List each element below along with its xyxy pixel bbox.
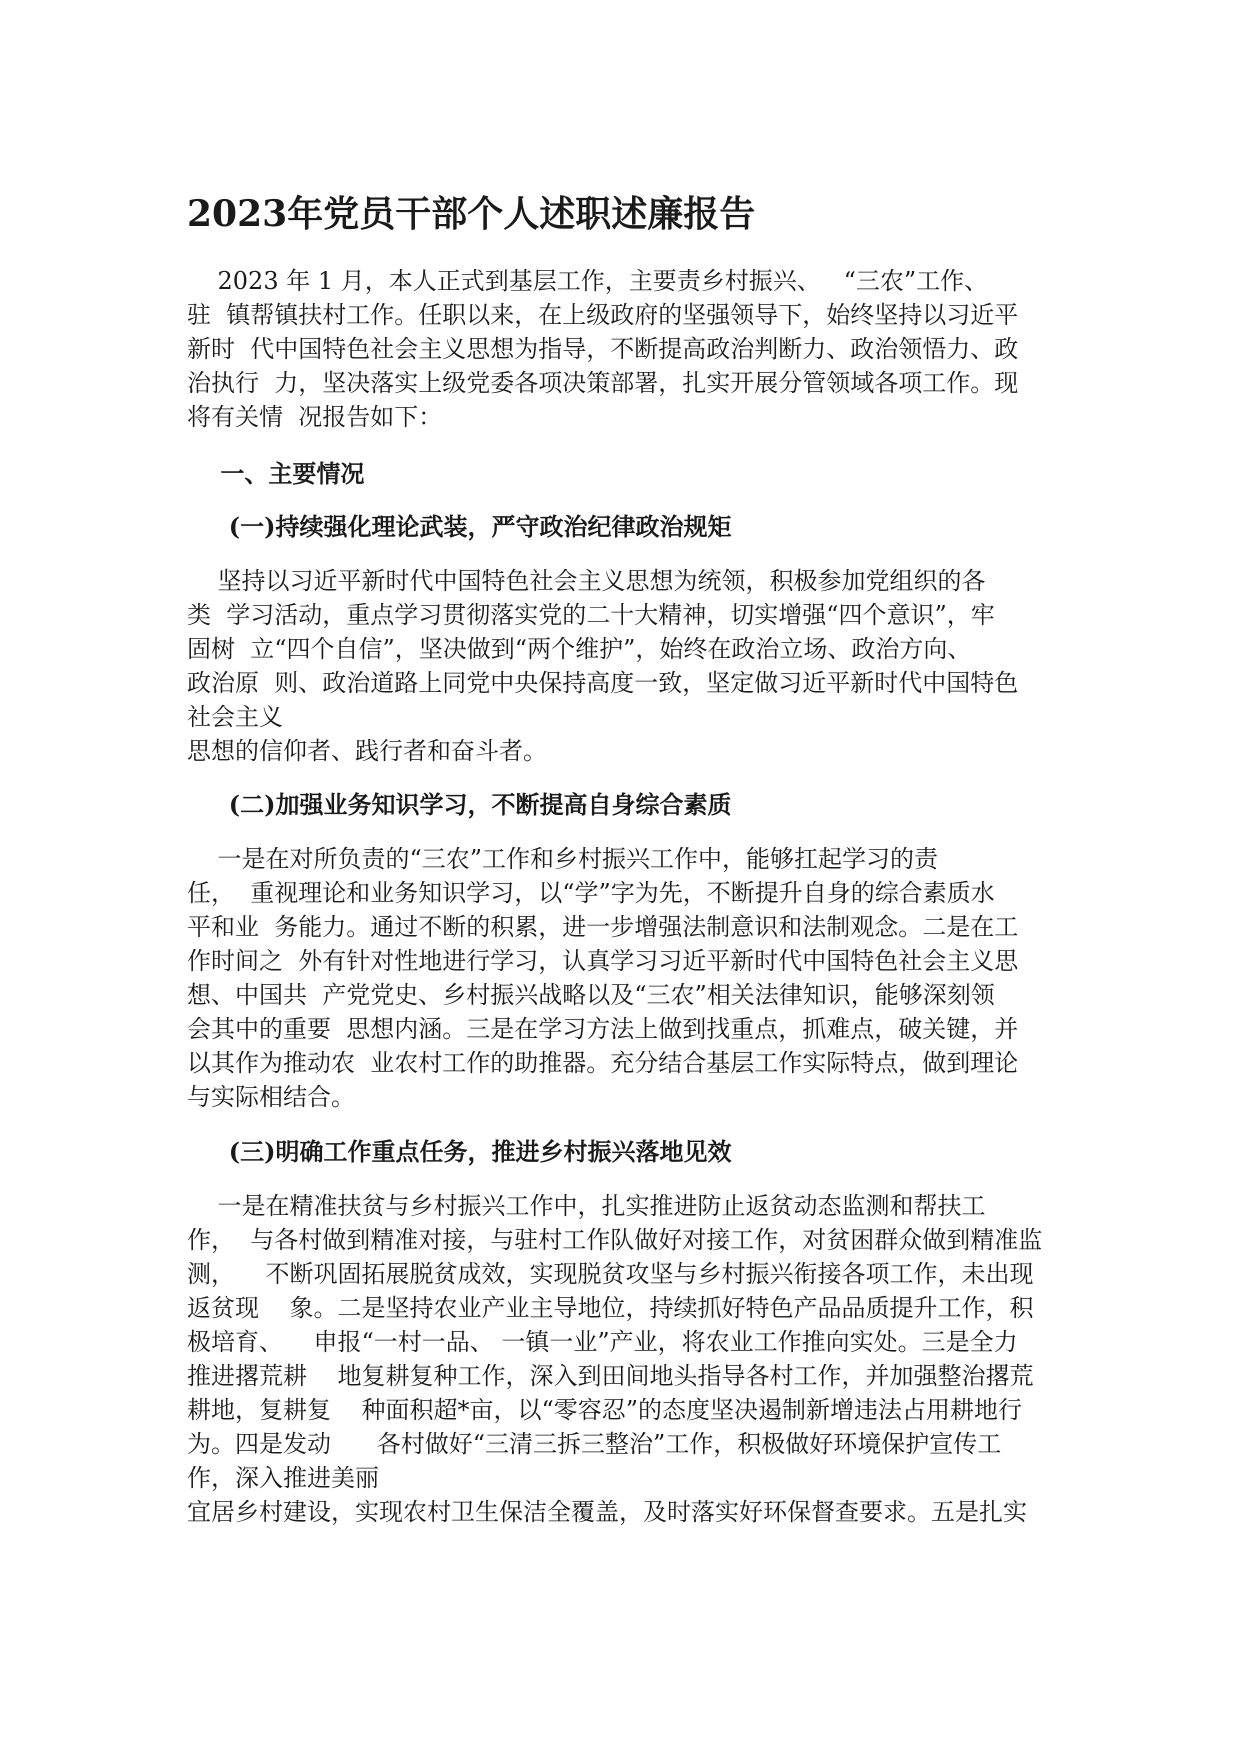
body-text-line: 以其作为推动农 业农村工作的助推器。充分结合基层工作实际特点，做到理论 (187, 1049, 1019, 1077)
body-text-line: 将有关情 况报告如下： (187, 403, 443, 431)
body-text-line: 一是在精准扶贫与乡村振兴工作中，扎实推进防止返贫动态监测和帮扶工 (187, 1192, 986, 1220)
body-text-line: 一是在对所负责的“三农”工作和乡村振兴工作中，能够扛起学习的责 (187, 845, 939, 873)
body-text-line: 坚持以习近平新时代中国特色社会主义思想为统领，积极参加党组织的各 (187, 567, 986, 595)
body-text-line: 推进撂荒耕 地复耕复种工作，深入到田间地头指导各村工作，并加强整治撂荒 (187, 1362, 1034, 1390)
body-text-line: 社会主义 (187, 703, 283, 731)
body-text-line: 类 学习活动，重点学习贯彻落实党的二十大精神，切实增强“四个意识”，牢 (187, 601, 995, 629)
document-title: 2023年党员干部个人述职述廉报告 (187, 193, 756, 235)
body-text-line: 政治原 则、政治道路上同党中央保持高度一致，坚定做习近平新时代中国特色 (187, 669, 1019, 697)
body-text-line: 治执行 力，坚决落实上级党委各项决策部署，扎实开展分管领域各项工作。现 (187, 369, 1019, 397)
body-text-line: 思想的信仰者、践行者和奋斗者。 (187, 737, 547, 765)
body-text-line: 测， 不断巩固拓展脱贫成效，实现脱贫攻坚与乡村振兴衔接各项工作，未出现 (187, 1260, 1034, 1288)
body-text-line: 返贫现 象。二是坚持农业产业主导地位，持续抓好特色产品品质提升工作，积 (187, 1294, 1034, 1322)
body-text-line: 作， 与各村做到精准对接，与驻村工作队做好对接工作，对贫困群众做到精准监 (187, 1226, 1043, 1254)
body-text-line: 2023 年 1 月，本人正式到基层工作，主要责乡村振兴、 “三农”工作、 (187, 267, 989, 295)
body-text-line: 与实际相结合。 (187, 1083, 355, 1111)
body-text-line: 作，深入推进美丽 (187, 1464, 379, 1492)
body-text-line: 作时间之 外有针对性地进行学习，认真学习习近平新时代中国特色社会主义思 (187, 947, 1019, 975)
body-text-line: 平和业 务能力。通过不断的积累，进一步增强法制意识和法制观念。二是在工 (187, 913, 1019, 941)
body-text-line: 想、中国共 产党党史、乡村振兴战略以及“三农”相关法律知识，能够深刻领 (187, 981, 995, 1009)
body-text-line: 新时 代中国特色社会主义思想为指导，不断提高政治判断力、政治领悟力、政 (187, 335, 1019, 363)
body-text-line: 会其中的重要 思想内涵。三是在学习方法上做到找重点，抓难点，破关键，并 (187, 1015, 1019, 1043)
section-heading: (三)明确工作重点任务，推进乡村振兴落地见效 (187, 1137, 732, 1166)
body-text-line: 任， 重视理论和业务知识学习，以“学”字为先，不断提升自身的综合素质水 (187, 879, 995, 907)
body-text-line: 宜居乡村建设，实现农村卫生保洁全覆盖，及时落实好环保督查要求。五是扎实 (187, 1498, 1027, 1526)
body-text-line: 驻 镇帮镇扶村工作。任职以来，在上级政府的坚强领导下，始终坚持以习近平 (187, 301, 1019, 329)
body-text-line: 为。四是发动 各村做好“三清三拆三整治”工作，积极做好环境保护宣传工 (187, 1430, 1002, 1458)
section-heading: (二)加强业务知识学习，不断提高自身综合素质 (187, 790, 732, 819)
section-heading: (一)持续强化理论武装，严守政治纪律政治规矩 (187, 512, 732, 541)
section-heading: 一、主要情况 (187, 459, 365, 488)
body-text-line: 极培育、 申报“一村一品、 一镇一业”产业，将农业工作推向实处。三是全力 (187, 1328, 1018, 1356)
body-text-line: 固树 立“四个自信”，坚决做到“两个维护”，始终在政治立场、政治方向、 (187, 635, 972, 663)
body-text-line: 耕地，复耕复 种面积超*亩，以“零容忍”的态度坚决遏制新增违法占用耕地行 (187, 1396, 1023, 1424)
